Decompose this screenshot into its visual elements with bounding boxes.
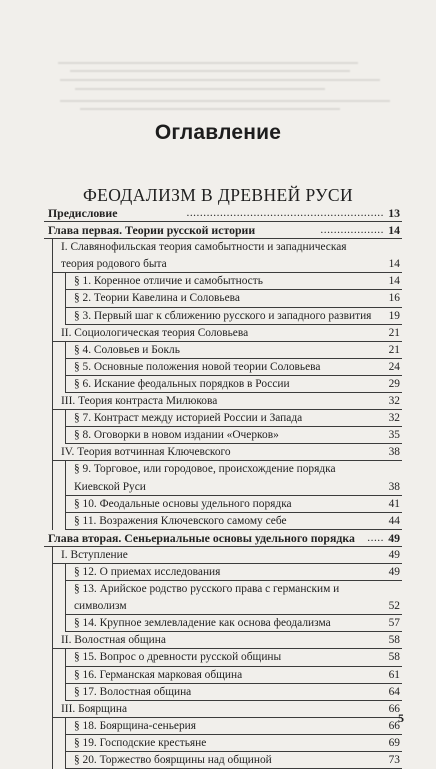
tree-line xyxy=(52,581,53,615)
toc-subsection-row[interactable] xyxy=(44,410,402,427)
page-title: Оглавление xyxy=(154,121,282,144)
toc-page-number: 64 xyxy=(388,685,400,698)
toc-subsection-row[interactable] xyxy=(44,342,402,359)
toc-entry-title: § 16. Германская марковая община xyxy=(74,668,243,681)
toc-subsection-row[interactable] xyxy=(44,427,402,444)
toc-subsection-row[interactable] xyxy=(44,273,402,290)
tree-line xyxy=(65,667,66,684)
toc-entry-title: § 6. Искание феодальных порядков в России xyxy=(74,377,290,390)
toc-entry-title: III. Теория контраста Милюкова xyxy=(61,395,218,408)
toc-page-number: 49 xyxy=(388,565,400,578)
toc-section-row[interactable] xyxy=(44,239,402,273)
toc-page-number: 61 xyxy=(388,668,400,681)
tree-line xyxy=(52,308,53,325)
tree-line xyxy=(65,718,66,735)
toc-entry-title: I. Славянофильская теория самобытности и западническая теория родового быта xyxy=(61,241,347,271)
toc-page-number: 29 xyxy=(388,377,400,390)
toc-entry-title: Предисловие xyxy=(48,206,118,220)
toc-page-number: 24 xyxy=(388,360,400,373)
leader-dots: ................... xyxy=(320,224,384,237)
toc-subsection-row[interactable] xyxy=(44,461,402,495)
toc-subsection-row[interactable] xyxy=(44,615,402,632)
toc-entry-title: I. Вступление xyxy=(61,548,128,561)
tree-line xyxy=(52,444,53,461)
toc-subsection-row[interactable] xyxy=(44,359,402,376)
toc-chapter-row[interactable] xyxy=(44,222,402,239)
toc-page-number: 14 xyxy=(388,275,400,288)
toc-page-number: 58 xyxy=(388,634,400,647)
tree-line xyxy=(65,615,66,632)
book-title: ФЕОДАЛИЗМ В ДРЕВНЕЙ РУСИ xyxy=(82,185,354,205)
tree-line xyxy=(65,496,66,513)
toc-entry-title: § 11. Возражения Ключевского самому себе xyxy=(74,514,287,527)
toc-page-number: 66 xyxy=(388,702,400,715)
toc-page-number: 49 xyxy=(388,548,400,561)
tree-line xyxy=(65,564,66,581)
toc-subsection-row[interactable] xyxy=(44,308,402,325)
tree-line xyxy=(52,667,53,684)
toc-entry-title: § 20. Торжество боярщины над общиной xyxy=(74,754,272,766)
tree-line xyxy=(52,461,53,495)
tree-line xyxy=(52,239,53,273)
tree-line xyxy=(65,461,66,495)
tree-line xyxy=(52,359,53,376)
toc-entry-title: Глава первая. Теории русской истории xyxy=(48,223,256,238)
toc-section-row[interactable] xyxy=(44,632,402,649)
toc-subsection-row[interactable] xyxy=(44,581,402,615)
toc-entry-title: § 10. Феодальные основы удельного порядка xyxy=(74,497,292,510)
toc-entry-title: § 12. О приемах исследования xyxy=(74,565,221,578)
toc-entry-title: II. Социологическая теория Соловьева xyxy=(61,326,249,339)
toc-page-number: 69 xyxy=(388,736,400,749)
toc-section-row[interactable] xyxy=(44,701,402,718)
tree-line xyxy=(52,273,53,290)
toc-subsection-row[interactable] xyxy=(44,718,402,735)
toc-page-number: 38 xyxy=(388,446,400,459)
tree-line xyxy=(65,581,66,615)
toc-page-number: 49 xyxy=(388,530,400,545)
toc-subsection-row[interactable] xyxy=(44,752,402,769)
tree-line xyxy=(52,325,53,342)
toc-chapter-row[interactable] xyxy=(44,205,402,222)
toc-subsection-row[interactable] xyxy=(44,496,402,513)
toc-entry-title: § 9. Торговое, или городовое, происхождение порядка Киевской Руси xyxy=(74,463,336,493)
toc-entry-title: § 3. Первый шаг к сближению русского и западного развития xyxy=(74,309,372,322)
tree-line xyxy=(52,393,53,410)
tree-line xyxy=(65,684,66,701)
toc-subsection-row[interactable] xyxy=(44,290,402,307)
page-number: 5 xyxy=(398,711,404,725)
toc-subsection-row[interactable] xyxy=(44,513,402,530)
toc-entry-title: § 2. Теории Кавелина и Соловьева xyxy=(74,292,240,305)
leader-dots: ........................................................... xyxy=(186,207,384,219)
tree-line xyxy=(52,290,53,307)
toc-page-number: 41 xyxy=(388,497,400,510)
tree-line xyxy=(65,513,66,530)
toc-section-row[interactable] xyxy=(44,444,402,461)
toc-page-number: 19 xyxy=(388,309,400,322)
tree-line xyxy=(52,342,53,359)
toc-page-number: 35 xyxy=(388,429,400,442)
tree-line xyxy=(52,735,53,752)
toc-page-number: 14 xyxy=(388,223,400,238)
toc-page-number: 57 xyxy=(388,617,400,630)
tree-line xyxy=(52,632,53,649)
tree-line xyxy=(65,342,66,359)
toc-subsection-row[interactable] xyxy=(44,564,402,581)
toc-entry-title: § 7. Контраст между историей России и Запада xyxy=(74,412,303,425)
toc-page-number: 73 xyxy=(388,754,400,766)
tree-line xyxy=(52,615,53,632)
table-of-contents xyxy=(44,205,402,769)
tree-line xyxy=(65,735,66,752)
toc-page-number: 13 xyxy=(388,206,400,220)
toc-page-number: 16 xyxy=(388,292,400,305)
bleed-through-text xyxy=(0,0,436,115)
toc-subsection-row[interactable] xyxy=(44,649,402,666)
toc-page-number: 21 xyxy=(388,343,400,356)
toc-entry-title: § 17. Волостная община xyxy=(74,685,192,698)
toc-entry-title: § 13. Арийское родство русского права с германским и символизм xyxy=(74,583,340,613)
toc-entry-title: Глава вторая. Сеньериальные основы удельного порядка xyxy=(48,530,355,545)
tree-line xyxy=(65,290,66,307)
toc-entry-title: § 4. Соловьев и Бокль xyxy=(74,343,180,356)
toc-subsection-row[interactable] xyxy=(44,684,402,701)
toc-page-number: 14 xyxy=(388,258,400,271)
tree-line xyxy=(52,496,53,513)
tree-line xyxy=(52,684,53,701)
tree-line xyxy=(52,701,53,718)
toc-entry-title: III. Боярщина xyxy=(61,702,128,715)
toc-section-row[interactable] xyxy=(44,393,402,410)
toc-entry-title: II. Волостная община xyxy=(61,634,166,647)
tree-line xyxy=(52,564,53,581)
toc-entry-title: § 19. Господские крестьяне xyxy=(74,736,207,749)
toc-entry-title: IV. Теория вотчинная Ключевского xyxy=(61,446,231,459)
toc-page-number: 32 xyxy=(388,412,400,425)
tree-line xyxy=(65,273,66,290)
tree-line xyxy=(65,376,66,393)
toc-page-number: 44 xyxy=(388,514,400,527)
tree-line xyxy=(65,649,66,666)
toc-entry-title: § 1. Коренное отличие и самобытность xyxy=(74,275,263,288)
toc-section-row[interactable] xyxy=(44,547,402,564)
tree-line xyxy=(52,547,53,564)
toc-subsection-row[interactable] xyxy=(44,376,402,393)
tree-line xyxy=(52,513,53,530)
tree-line xyxy=(65,359,66,376)
toc-page-number: 52 xyxy=(388,600,400,613)
toc-entry-title: § 8. Оговорки в новом издании «Очерков» xyxy=(74,429,279,442)
tree-line xyxy=(52,410,53,427)
toc-entry-title: § 5. Основные положения новой теории Соловьева xyxy=(74,360,321,373)
tree-line xyxy=(65,410,66,427)
toc-entry-title: § 15. Вопрос о древности русской общины xyxy=(74,651,282,664)
tree-line xyxy=(65,427,66,444)
toc-page-number: 32 xyxy=(388,395,400,408)
toc-page-number: 21 xyxy=(388,326,400,339)
tree-line xyxy=(65,752,66,769)
toc-entry-title: § 14. Крупное землевладение как основа феодализма xyxy=(74,617,331,630)
toc-subsection-row[interactable] xyxy=(44,667,402,684)
tree-line xyxy=(52,427,53,444)
toc-page-number: 66 xyxy=(388,719,400,732)
toc-subsection-row[interactable] xyxy=(44,735,402,752)
leader-dots: ..... xyxy=(367,531,384,544)
toc-page-number: 58 xyxy=(388,651,400,664)
toc-chapter-row[interactable] xyxy=(44,530,402,547)
toc-section-row[interactable] xyxy=(44,325,402,342)
toc-page-number: 38 xyxy=(388,480,400,493)
tree-line xyxy=(65,308,66,325)
toc-entry-title: § 18. Боярщина-сеньерия xyxy=(74,719,197,732)
tree-line xyxy=(52,376,53,393)
tree-line xyxy=(52,752,53,769)
tree-line xyxy=(52,718,53,735)
tree-line xyxy=(52,649,53,666)
